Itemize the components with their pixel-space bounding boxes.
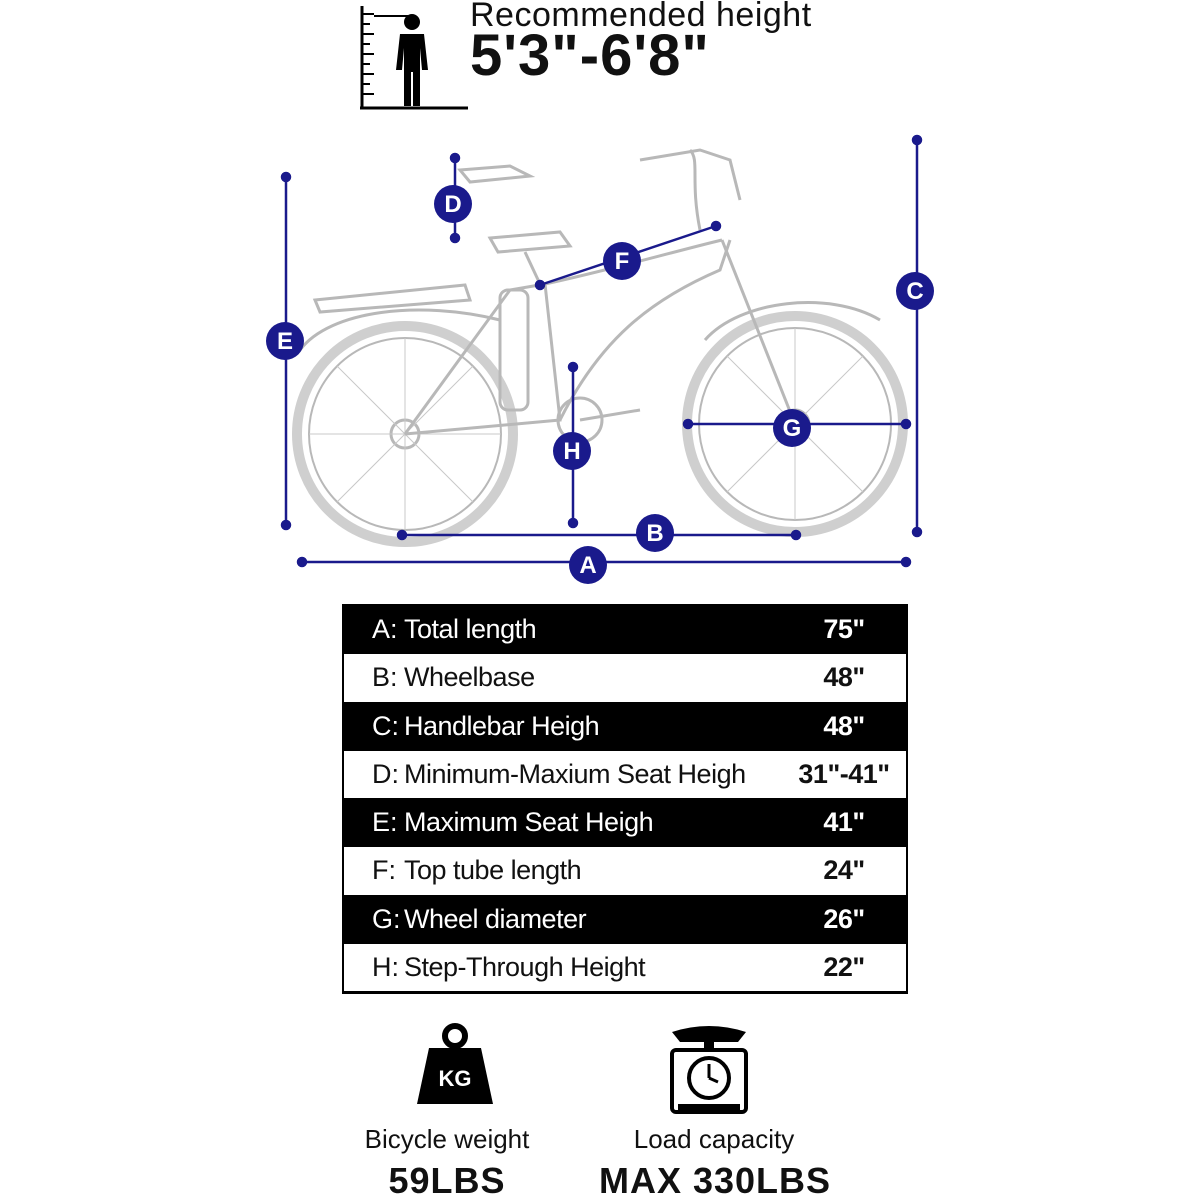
svg-text:G: G	[782, 415, 802, 442]
bicycle-weight-label: Bicycle weight	[364, 1124, 530, 1154]
spec-name: Wheel diameter	[404, 903, 587, 934]
spec-name: Step-Through Height	[404, 951, 646, 982]
svg-text:D: D	[444, 191, 462, 218]
spec-row	[344, 896, 906, 943]
scale-icon	[668, 1024, 750, 1116]
spec-code: B:	[372, 662, 398, 693]
spec-row	[344, 943, 906, 992]
spec-value: 41"	[823, 807, 865, 838]
spec-row	[344, 653, 906, 702]
spec-code: A:	[372, 614, 398, 645]
svg-text:H: H	[563, 438, 581, 465]
spec-name: Top tube length	[404, 855, 582, 886]
bike-illustration	[297, 150, 903, 542]
recommended-height-label: Recommended height	[470, 0, 812, 34]
svg-text:A: A	[579, 552, 597, 579]
marker-f	[603, 242, 641, 280]
svg-text:KG: KG	[438, 1066, 472, 1091]
kg-weight-icon	[415, 1022, 495, 1106]
marker-c	[896, 272, 934, 310]
spec-row	[344, 703, 906, 750]
spec-value: 48"	[823, 662, 865, 693]
spec-name: Maximum Seat Heigh	[404, 807, 654, 838]
bike-dimension-diagram	[0, 120, 1200, 600]
load-capacity-value: MAX 330LBS	[598, 1160, 832, 1201]
spec-row	[344, 606, 906, 653]
marker-a	[569, 546, 607, 584]
bicycle-weight-value: 59LBS	[388, 1160, 506, 1201]
spec-code: C:	[372, 710, 399, 741]
spec-row	[344, 750, 906, 799]
spec-table	[342, 604, 908, 994]
marker-h	[553, 432, 591, 470]
marker-g	[773, 409, 811, 447]
svg-text:C: C	[906, 278, 924, 305]
spec-name: Total length	[404, 614, 537, 645]
spec-code: G:	[372, 903, 401, 934]
marker-b	[636, 514, 674, 552]
marker-e	[266, 322, 304, 360]
spec-name: Minimum-Maxium Seat Heigh	[404, 758, 746, 789]
svg-text:F: F	[614, 248, 630, 275]
load-capacity-label: Load capacity	[633, 1124, 795, 1154]
spec-name: Wheelbase	[404, 662, 535, 693]
recommended-height-value: 5'3"-6'8"	[470, 23, 710, 88]
height-ruler-icon	[356, 4, 468, 112]
svg-text:B: B	[646, 520, 664, 547]
spec-value: 31"-41"	[798, 758, 890, 789]
marker-d	[434, 185, 472, 223]
svg-text:E: E	[276, 328, 294, 355]
spec-value: 48"	[823, 710, 865, 741]
spec-row	[344, 799, 906, 846]
spec-code: F:	[372, 855, 396, 886]
spec-value: 24"	[823, 855, 865, 886]
spec-name: Handlebar Heigh	[404, 710, 600, 741]
spec-value: 22"	[823, 951, 865, 982]
spec-code: D:	[372, 758, 399, 789]
spec-row	[344, 846, 906, 895]
spec-value: 75"	[823, 614, 865, 645]
dimension-lines	[282, 136, 924, 566]
spec-code: H:	[372, 951, 399, 982]
spec-code: E:	[372, 807, 398, 838]
spec-value: 26"	[823, 903, 865, 934]
